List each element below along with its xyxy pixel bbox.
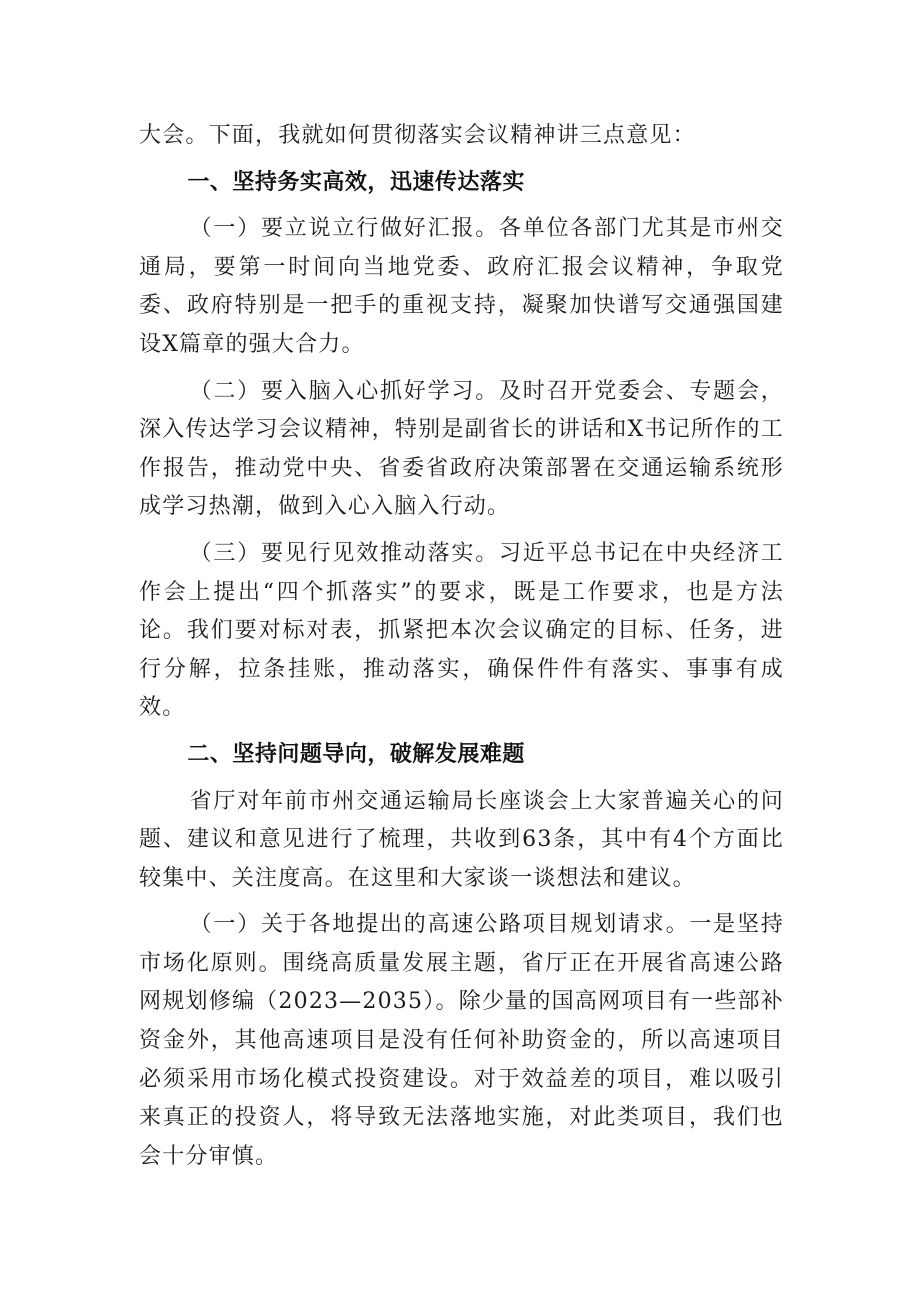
section-2-paragraph-1: 省厅对年前市州交通运输局长座谈会上大家普遍关心的问题、建议和意见进行了梳理，共收到63条，其中有4个方面比较集中、关注度高。在这里和大家谈一谈想法和建议。 — [139, 788, 784, 891]
opening-line: 大会。下面，我就如何贯彻落实会议精神讲三点意见： — [139, 123, 696, 148]
spacer — [139, 527, 784, 535]
section-1-paragraph-1: （一）要立说立行做好汇报。各单位各部门尤其是市州交通局，要第一时间向当地党委、政府汇报会议精神，争取党委、政府特别是一把手的重视支持，凝聚加快谱写交通强国建设X篇章的强大合力。 — [139, 216, 784, 357]
spacer — [139, 156, 784, 164]
section-2-heading: 二、坚持问题导向，破解发展难题 — [187, 741, 525, 767]
spacer — [139, 365, 784, 373]
spacer — [139, 202, 784, 210]
section-1-paragraph-3: （三）要见行见效推动落实。习近平总书记在中央经济工作会上提出“四个抓落实”的要求，既是工作要求，也是方法论。我们要对标对表，抓紧把本次会议确定的目标、任务，进行分解，拉条挂账，推动落实，确保件件有落实、事事有成效。 — [139, 540, 784, 721]
spacer — [139, 775, 784, 783]
document-body — [139, 117, 784, 1176]
section-1-heading: 一、坚持务实高效，迅速传达落实 — [187, 169, 525, 195]
section-1-paragraph-2: （二）要入脑入心抓好学习。及时召开党委会、专题会，深入传达学习会议精神，特别是副省长的讲话和X书记所作的工作报告，推动党中央、省委省政府决策部署在交通运输系统形成学习热潮，做到入心入脑入行动。 — [139, 378, 784, 520]
spacer — [139, 728, 784, 736]
section-2-paragraph-2: （一）关于各地提出的高速公路项目规划请求。一是坚持市场化原则。围绕高质量发展主题，省厅正在开展省高速公路网规划修编（2023—2035）。除少量的国高网项目有一些部补资金外，其他高速项目是没有任何补助资金的，所以高速项目必须采用市场化模式投资建设。对于效益差的项目，难以吸引来真正的投资人，将导致无法落地实施，对此类项目，我们也会十分审慎。 — [139, 912, 784, 1169]
spacer — [139, 898, 784, 906]
